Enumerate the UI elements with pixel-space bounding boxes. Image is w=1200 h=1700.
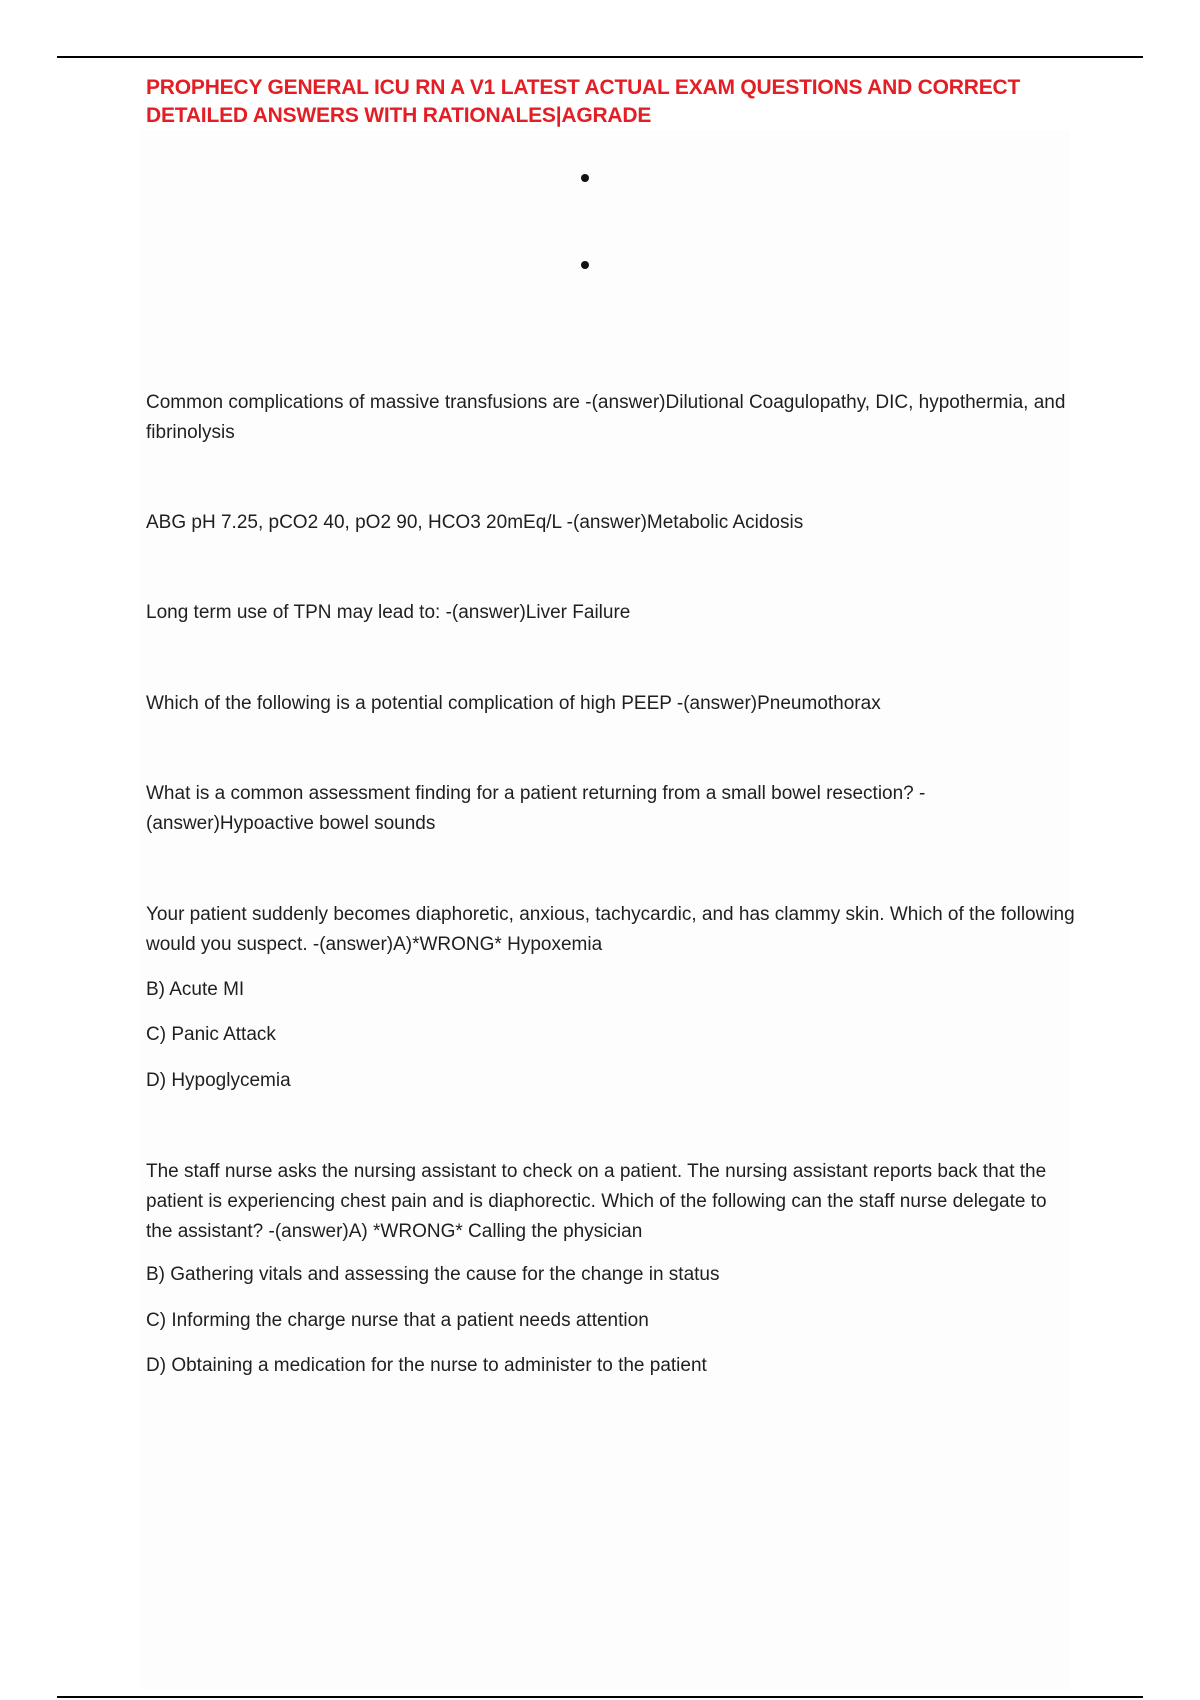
question-4: Which of the following is a potential complication of high PEEP -(answer)Pneumothorax [146,693,881,714]
question-6-option-d: D) Hypoglycemia [146,1070,291,1091]
bullet-point [581,174,589,182]
question-7: The staff nurse asks the nursing assistant to check on a patient. The nursing assistant reports back that the patient is experiencing chest pain and is diaphorectic. Which of the following can the staff nurse delegate to the assistant? -(answer)A) *WRONG* Calling the physician [146,1161,1047,1242]
question-7-option-c: C) Informing the charge nurse that a patient needs attention [146,1310,649,1331]
question-5: What is a common assessment finding for a patient returning from a small bowel resection? -(answer)Hypoactive bowel sounds [146,783,926,834]
top-rule [57,56,1143,58]
question-6-option-c: C) Panic Attack [146,1024,276,1045]
question-6: Your patient suddenly becomes diaphoretic, anxious, tachycardic, and has clammy skin. Which of the following would you suspect. -(answer)A)*WRONG* Hypoxemia [146,904,1075,955]
document-title: PROPHECY GENERAL ICU RN A V1 LATEST ACTUAL EXAM QUESTIONS AND CORRECT DETAILED ANSWERS WITH RATIONALES|AGRADE [146,76,1021,127]
question-6-option-b: B) Acute MI [146,979,245,1000]
question-7-option-b: B) Gathering vitals and assessing the cause for the change in status [146,1264,720,1285]
question-7-option-d: D) Obtaining a medication for the nurse to administer to the patient [146,1355,707,1376]
question-2: ABG pH 7.25, pCO2 40, pO2 90, HCO3 20mEq/L -(answer)Metabolic Acidosis [146,512,804,533]
bottom-rule [57,1696,1143,1698]
question-3: Long term use of TPN may lead to: -(answer)Liver Failure [146,602,631,623]
bullet-point [581,261,589,269]
question-1: Common complications of massive transfusions are -(answer)Dilutional Coagulopathy, DIC, hypothermia, and fibrinolysis [146,392,1066,443]
